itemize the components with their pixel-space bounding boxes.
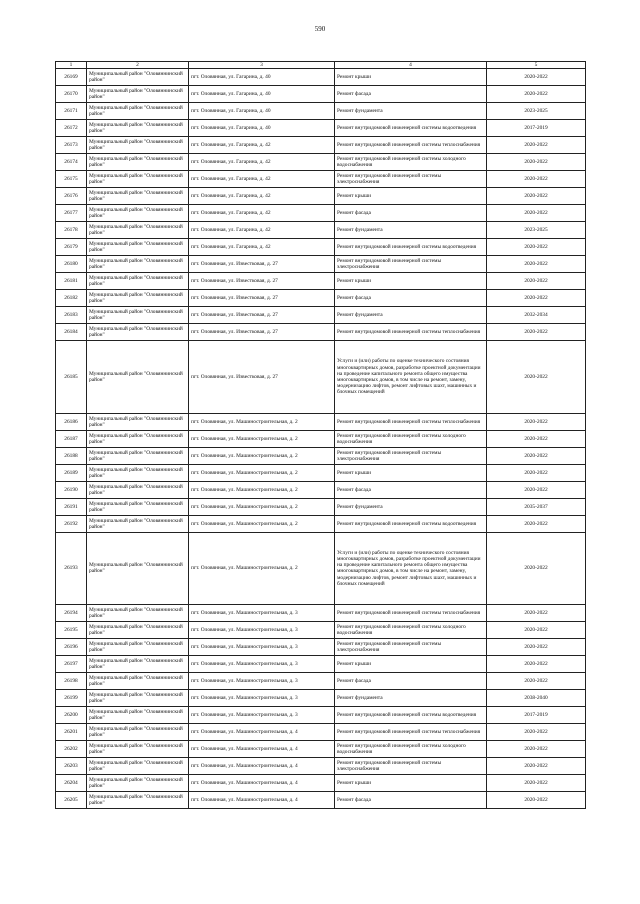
row-work-type: Ремонт крыши xyxy=(335,273,487,290)
table-row xyxy=(56,256,586,273)
row-number: 26203 xyxy=(56,758,87,775)
row-work-type: Ремонт фундамента xyxy=(335,690,487,707)
header-col-3: 3 xyxy=(189,62,335,69)
row-period: 2020-2022 xyxy=(487,256,586,273)
row-period: 2020-2022 xyxy=(487,341,586,414)
row-number: 26199 xyxy=(56,690,87,707)
row-period: 2020-2022 xyxy=(487,324,586,341)
row-work-type: Ремонт внутридомовой инженерной системы холодного водоснабжения xyxy=(335,741,487,758)
row-number: 26197 xyxy=(56,656,87,673)
row-work-type: Ремонт крыши xyxy=(335,656,487,673)
row-work-type: Ремонт фундамента xyxy=(335,498,487,515)
row-number: 26171 xyxy=(56,103,87,120)
table-row xyxy=(56,515,586,532)
row-work-type: Ремонт крыши xyxy=(335,188,487,205)
row-number: 26184 xyxy=(56,324,87,341)
row-number: 26178 xyxy=(56,222,87,239)
header-col-5: 5 xyxy=(487,62,586,69)
row-district: Муниципальный район "Оловяннинский район" xyxy=(87,532,189,605)
row-address: пгт. Оловянная, ул. Машиностроительная, д. 3 xyxy=(189,673,335,690)
row-period: 2020-2022 xyxy=(487,481,586,498)
row-work-type: Ремонт внутридомовой инженерной системы водоотведения xyxy=(335,120,487,137)
row-period: 2020-2022 xyxy=(487,69,586,86)
table-row xyxy=(56,464,586,481)
row-number: 26195 xyxy=(56,622,87,639)
row-period: 2020-2022 xyxy=(487,239,586,256)
row-district: Муниципальный район "Оловяннинский район" xyxy=(87,120,189,137)
row-number: 26204 xyxy=(56,775,87,792)
row-period: 2017-2019 xyxy=(487,707,586,724)
row-work-type: Ремонт фасада xyxy=(335,481,487,498)
table-row xyxy=(56,205,586,222)
row-number: 26198 xyxy=(56,673,87,690)
row-district: Муниципальный район "Оловяннинский район" xyxy=(87,341,189,414)
row-work-type: Ремонт внутридомовой инженерной системы электроснабжения xyxy=(335,639,487,656)
row-work-type: Ремонт внутридомовой инженерной системы водоотведения xyxy=(335,239,487,256)
row-period: 2020-2022 xyxy=(487,447,586,464)
row-address: пгт. Оловянная, ул. Гагарина, д. 40 xyxy=(189,120,335,137)
row-number: 26180 xyxy=(56,256,87,273)
row-address: пгт. Оловянная, ул. Машиностроительная, д. 2 xyxy=(189,464,335,481)
row-address: пгт. Оловянная, ул. Машиностроительная, д. 4 xyxy=(189,741,335,758)
row-number: 26202 xyxy=(56,741,87,758)
row-number: 26185 xyxy=(56,341,87,414)
table-row xyxy=(56,103,586,120)
row-period: 2020-2022 xyxy=(487,430,586,447)
row-period: 2017-2019 xyxy=(487,120,586,137)
header-col-2: 2 xyxy=(87,62,189,69)
row-number: 26183 xyxy=(56,307,87,324)
row-number: 26191 xyxy=(56,498,87,515)
table-row xyxy=(56,792,586,809)
row-address: пгт. Оловянная, ул. Гагарина, д. 40 xyxy=(189,69,335,86)
row-work-type: Ремонт внутридомовой инженерной системы электроснабжения xyxy=(335,256,487,273)
table-row xyxy=(56,324,586,341)
row-number: 26174 xyxy=(56,154,87,171)
row-number: 26170 xyxy=(56,86,87,103)
table-row xyxy=(56,690,586,707)
row-work-type: Ремонт крыши xyxy=(335,775,487,792)
row-work-type: Ремонт фасада xyxy=(335,792,487,809)
row-district: Муниципальный район "Оловяннинский район" xyxy=(87,69,189,86)
table-row xyxy=(56,188,586,205)
row-work-type: Ремонт фундамента xyxy=(335,103,487,120)
row-number: 26179 xyxy=(56,239,87,256)
table-row xyxy=(56,154,586,171)
row-period: 2020-2022 xyxy=(487,137,586,154)
row-address: пгт. Оловянная, ул. Известковая, д. 27 xyxy=(189,256,335,273)
table-row xyxy=(56,622,586,639)
row-work-type: Ремонт крыши xyxy=(335,464,487,481)
row-work-type: Ремонт внутридомовой инженерной системы холодного водоснабжения xyxy=(335,154,487,171)
table-row xyxy=(56,639,586,656)
row-district: Муниципальный район "Оловяннинский район" xyxy=(87,430,189,447)
row-district: Муниципальный район "Оловяннинский район" xyxy=(87,413,189,430)
row-period: 2020-2022 xyxy=(487,154,586,171)
row-period: 2020-2022 xyxy=(487,290,586,307)
row-number: 26193 xyxy=(56,532,87,605)
row-address: пгт. Оловянная, ул. Машиностроительная, д. 2 xyxy=(189,481,335,498)
table-row xyxy=(56,741,586,758)
row-number: 26205 xyxy=(56,792,87,809)
table-row xyxy=(56,758,586,775)
row-district: Муниципальный район "Оловяннинский район" xyxy=(87,307,189,324)
row-period: 2020-2022 xyxy=(487,656,586,673)
row-period: 2020-2022 xyxy=(487,792,586,809)
row-number: 26176 xyxy=(56,188,87,205)
row-period: 2032-2034 xyxy=(487,307,586,324)
table-row xyxy=(56,290,586,307)
row-work-type: Ремонт внутридомовой инженерной системы водоотведения xyxy=(335,707,487,724)
table-row xyxy=(56,673,586,690)
row-district: Муниципальный район "Оловяннинский район" xyxy=(87,188,189,205)
row-district: Муниципальный район "Оловяннинский район" xyxy=(87,498,189,515)
table-row xyxy=(56,273,586,290)
row-work-type: Ремонт внутридомовой инженерной системы электроснабжения xyxy=(335,758,487,775)
row-period: 2023-2025 xyxy=(487,222,586,239)
table-row xyxy=(56,775,586,792)
row-number: 26188 xyxy=(56,447,87,464)
row-address: пгт. Оловянная, ул. Гагарина, д. 42 xyxy=(189,137,335,154)
row-district: Муниципальный район "Оловяннинский район" xyxy=(87,656,189,673)
capital-repair-table xyxy=(55,61,586,809)
row-period: 2020-2022 xyxy=(487,171,586,188)
table-row xyxy=(56,239,586,256)
row-district: Муниципальный район "Оловяннинский район" xyxy=(87,792,189,809)
row-work-type: Ремонт фундамента xyxy=(335,222,487,239)
row-address: пгт. Оловянная, ул. Известковая, д. 27 xyxy=(189,341,335,414)
row-address: пгт. Оловянная, ул. Машиностроительная, д. 4 xyxy=(189,775,335,792)
row-work-type: Ремонт крыши xyxy=(335,69,487,86)
row-period: 2020-2022 xyxy=(487,532,586,605)
row-district: Муниципальный район "Оловяннинский район" xyxy=(87,273,189,290)
table-row xyxy=(56,137,586,154)
header-row xyxy=(56,62,586,69)
row-district: Муниципальный район "Оловяннинский район" xyxy=(87,605,189,622)
row-district: Муниципальный район "Оловяннинский район" xyxy=(87,673,189,690)
table-row xyxy=(56,430,586,447)
row-work-type: Ремонт внутридомовой инженерной системы теплоснабжения xyxy=(335,605,487,622)
row-district: Муниципальный район "Оловяннинский район" xyxy=(87,239,189,256)
row-period: 2020-2022 xyxy=(487,86,586,103)
row-work-type: Ремонт фасада xyxy=(335,86,487,103)
row-work-type: Ремонт фундамента xyxy=(335,307,487,324)
row-address: пгт. Оловянная, ул. Гагарина, д. 40 xyxy=(189,103,335,120)
row-district: Муниципальный район "Оловяннинский район" xyxy=(87,137,189,154)
table-row xyxy=(56,413,586,430)
row-address: пгт. Оловянная, ул. Машиностроительная, д. 2 xyxy=(189,532,335,605)
row-district: Муниципальный район "Оловяннинский район" xyxy=(87,222,189,239)
row-number: 26200 xyxy=(56,707,87,724)
table-row xyxy=(56,724,586,741)
row-work-type: Ремонт внутридомовой инженерной системы электроснабжения xyxy=(335,171,487,188)
table-row xyxy=(56,707,586,724)
row-period: 2023-2025 xyxy=(487,103,586,120)
table-row xyxy=(56,171,586,188)
header-col-4: 4 xyxy=(335,62,487,69)
row-district: Муниципальный район "Оловяннинский район" xyxy=(87,171,189,188)
table-row xyxy=(56,222,586,239)
row-district: Муниципальный район "Оловяннинский район" xyxy=(87,622,189,639)
row-address: пгт. Оловянная, ул. Гагарина, д. 40 xyxy=(189,86,335,103)
row-work-type: Ремонт внутридомовой инженерной системы холодного водоснабжения xyxy=(335,430,487,447)
row-district: Муниципальный район "Оловяннинский район" xyxy=(87,707,189,724)
row-number: 26190 xyxy=(56,481,87,498)
row-period: 2020-2022 xyxy=(487,413,586,430)
row-number: 26187 xyxy=(56,430,87,447)
row-period: 2020-2022 xyxy=(487,673,586,690)
row-work-type: Ремонт фасада xyxy=(335,205,487,222)
row-address: пгт. Оловянная, ул. Известковая, д. 27 xyxy=(189,290,335,307)
row-address: пгт. Оловянная, ул. Машиностроительная, д. 3 xyxy=(189,707,335,724)
row-period: 2020-2022 xyxy=(487,741,586,758)
row-work-type: Ремонт внутридомовой инженерной системы теплоснабжения xyxy=(335,137,487,154)
row-address: пгт. Оловянная, ул. Гагарина, д. 42 xyxy=(189,171,335,188)
row-address: пгт. Оловянная, ул. Машиностроительная, д. 3 xyxy=(189,605,335,622)
row-district: Муниципальный район "Оловяннинский район" xyxy=(87,758,189,775)
table-row xyxy=(56,69,586,86)
row-number: 26169 xyxy=(56,69,87,86)
row-period: 2020-2022 xyxy=(487,464,586,481)
row-work-type: Ремонт внутридомовой инженерной системы теплоснабжения xyxy=(335,324,487,341)
table-row xyxy=(56,605,586,622)
row-address: пгт. Оловянная, ул. Гагарина, д. 42 xyxy=(189,188,335,205)
row-address: пгт. Оловянная, ул. Известковая, д. 27 xyxy=(189,273,335,290)
row-period: 2020-2022 xyxy=(487,758,586,775)
page-number: 590 xyxy=(314,25,326,33)
row-work-type: Ремонт фасада xyxy=(335,290,487,307)
row-address: пгт. Оловянная, ул. Гагарина, д. 42 xyxy=(189,154,335,171)
table-row xyxy=(56,532,586,605)
row-address: пгт. Оловянная, ул. Машиностроительная, д. 3 xyxy=(189,639,335,656)
row-district: Муниципальный район "Оловяннинский район" xyxy=(87,154,189,171)
row-address: пгт. Оловянная, ул. Гагарина, д. 42 xyxy=(189,205,335,222)
table-row xyxy=(56,498,586,515)
row-number: 26196 xyxy=(56,639,87,656)
row-address: пгт. Оловянная, ул. Машиностроительная, д. 2 xyxy=(189,430,335,447)
row-district: Муниципальный район "Оловяннинский район" xyxy=(87,724,189,741)
row-work-type: Ремонт внутридомовой инженерной системы водоотведения xyxy=(335,515,487,532)
table-body xyxy=(56,69,586,809)
row-district: Муниципальный район "Оловяннинский район" xyxy=(87,690,189,707)
row-district: Муниципальный район "Оловяннинский район" xyxy=(87,481,189,498)
row-period: 2038-2040 xyxy=(487,690,586,707)
row-address: пгт. Оловянная, ул. Машиностроительная, д. 4 xyxy=(189,758,335,775)
row-number: 26177 xyxy=(56,205,87,222)
row-number: 26173 xyxy=(56,137,87,154)
row-address: пгт. Оловянная, ул. Гагарина, д. 42 xyxy=(189,222,335,239)
row-address: пгт. Оловянная, ул. Известковая, д. 27 xyxy=(189,307,335,324)
row-work-type: Ремонт внутридомовой инженерной системы электроснабжения xyxy=(335,447,487,464)
table-row xyxy=(56,481,586,498)
row-period: 2020-2022 xyxy=(487,622,586,639)
row-district: Муниципальный район "Оловяннинский район" xyxy=(87,290,189,307)
row-work-type: Ремонт внутридомовой инженерной системы холодного водоснабжения xyxy=(335,622,487,639)
row-period: 2020-2022 xyxy=(487,724,586,741)
header-col-1: 1 xyxy=(56,62,87,69)
row-district: Муниципальный район "Оловяннинский район" xyxy=(87,775,189,792)
row-number: 26182 xyxy=(56,290,87,307)
row-period: 2035-2037 xyxy=(487,498,586,515)
row-number: 26189 xyxy=(56,464,87,481)
row-period: 2020-2022 xyxy=(487,515,586,532)
row-address: пгт. Оловянная, ул. Машиностроительная, д. 2 xyxy=(189,447,335,464)
row-address: пгт. Оловянная, ул. Машиностроительная, д. 2 xyxy=(189,498,335,515)
row-address: пгт. Оловянная, ул. Гагарина, д. 42 xyxy=(189,239,335,256)
row-address: пгт. Оловянная, ул. Известковая, д. 27 xyxy=(189,324,335,341)
row-district: Муниципальный район "Оловяннинский район" xyxy=(87,741,189,758)
table-row xyxy=(56,447,586,464)
row-number: 26172 xyxy=(56,120,87,137)
row-period: 2020-2022 xyxy=(487,205,586,222)
row-address: пгт. Оловянная, ул. Машиностроительная, д. 3 xyxy=(189,690,335,707)
row-period: 2020-2022 xyxy=(487,273,586,290)
row-period: 2020-2022 xyxy=(487,188,586,205)
row-number: 26201 xyxy=(56,724,87,741)
row-work-type: Ремонт фасада xyxy=(335,673,487,690)
row-number: 26194 xyxy=(56,605,87,622)
row-number: 26175 xyxy=(56,171,87,188)
row-number: 26192 xyxy=(56,515,87,532)
row-address: пгт. Оловянная, ул. Машиностроительная, д. 2 xyxy=(189,413,335,430)
row-district: Муниципальный район "Оловяннинский район" xyxy=(87,324,189,341)
table-row xyxy=(56,307,586,324)
row-address: пгт. Оловянная, ул. Машиностроительная, д. 4 xyxy=(189,792,335,809)
row-number: 26181 xyxy=(56,273,87,290)
row-district: Муниципальный район "Оловяннинский район" xyxy=(87,103,189,120)
row-address: пгт. Оловянная, ул. Машиностроительная, д. 3 xyxy=(189,622,335,639)
row-address: пгт. Оловянная, ул. Машиностроительная, д. 4 xyxy=(189,724,335,741)
row-work-type: Ремонт внутридомовой инженерной системы теплоснабжения xyxy=(335,724,487,741)
row-period: 2020-2022 xyxy=(487,605,586,622)
row-number: 26186 xyxy=(56,413,87,430)
row-district: Муниципальный район "Оловяннинский район" xyxy=(87,86,189,103)
row-work-type: Услуги и (или) работы по оценке технического состояния многоквартирных домов, разработке проектной документации на проведение капитального ремонта общего имущества многоквартирных домов, в том числе на ремонт, замену, модернизацию лифтов, ремонт лифтовых шахт, машинных и блочных помещений xyxy=(335,532,487,605)
table-row xyxy=(56,86,586,103)
row-district: Муниципальный район "Оловяннинский район" xyxy=(87,515,189,532)
row-address: пгт. Оловянная, ул. Машиностроительная, д. 2 xyxy=(189,515,335,532)
row-district: Муниципальный район "Оловяннинский район" xyxy=(87,256,189,273)
row-period: 2020-2022 xyxy=(487,639,586,656)
table-row xyxy=(56,120,586,137)
table-row xyxy=(56,341,586,414)
row-period: 2020-2022 xyxy=(487,775,586,792)
table-row xyxy=(56,656,586,673)
row-work-type: Услуги и (или) работы по оценке технического состояния многоквартирных домов, разработке проектной документации на проведение капитального ремонта общего имущества многоквартирных домов, в том числе на ремонт, замену, модернизацию лифтов, ремонт лифтовых шахт, машинных и блочных помещений xyxy=(335,341,487,414)
row-district: Муниципальный район "Оловяннинский район" xyxy=(87,464,189,481)
row-district: Муниципальный район "Оловяннинский район" xyxy=(87,447,189,464)
row-district: Муниципальный район "Оловяннинский район" xyxy=(87,205,189,222)
row-district: Муниципальный район "Оловяннинский район" xyxy=(87,639,189,656)
row-work-type: Ремонт внутридомовой инженерной системы теплоснабжения xyxy=(335,413,487,430)
row-address: пгт. Оловянная, ул. Машиностроительная, д. 3 xyxy=(189,656,335,673)
